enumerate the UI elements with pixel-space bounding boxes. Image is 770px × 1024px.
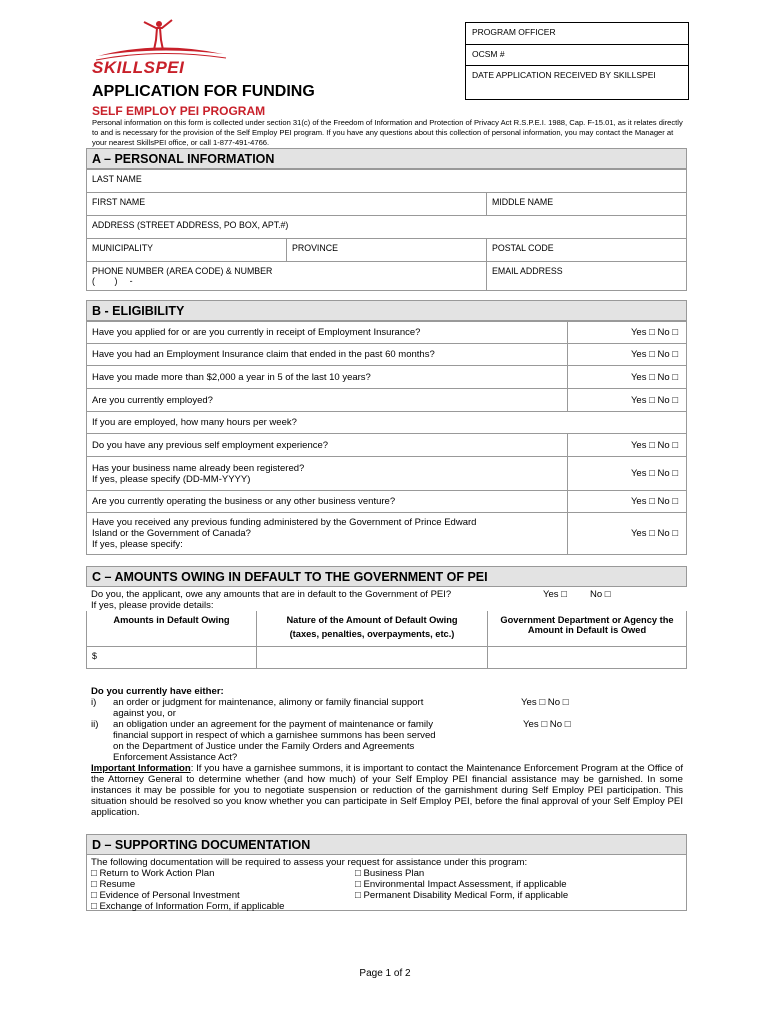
section-a-header: A – PERSONAL INFORMATION <box>86 148 687 169</box>
documentation-intro: The following documentation will be required to assess your request for assistance under this program: <box>91 857 528 868</box>
phone-format: ( ) - <box>92 276 133 286</box>
item-i-number: i) <box>91 697 97 708</box>
q1-yes-no[interactable]: Yes □ No □ <box>568 322 687 344</box>
col-nature-header <box>257 611 488 646</box>
eligibility-q8: Are you currently operating the business or any other business venture? <box>87 491 568 513</box>
item-ii-line1: an obligation under an agreement for the payment of maintenance or family <box>113 719 433 730</box>
eligibility-q3: Have you made more than $2,000 a year in 5 of the last 10 years? <box>87 366 568 389</box>
doc-item[interactable]: □ Environmental Impact Assessment, if applicable <box>355 879 567 890</box>
default-no[interactable]: No □ <box>590 589 611 600</box>
item-i-text <box>113 697 503 719</box>
doc-item[interactable]: □ Evidence of Personal Investment <box>91 890 240 901</box>
col-nature-line2: (taxes, penalties, overpayments, etc.) <box>289 629 455 639</box>
col-amounts-header: Amounts in Default Owing <box>87 611 257 646</box>
personal-info-table <box>86 169 687 291</box>
documentation-right-list <box>355 868 568 901</box>
q2-yes-no[interactable]: Yes □ No □ <box>568 344 687 366</box>
section-d-header: D – SUPPORTING DOCUMENTATION <box>86 834 687 855</box>
item-ii-line4: Enforcement Assistance Act? <box>113 752 238 763</box>
section-c-header: C – AMOUNTS OWING IN DEFAULT TO THE GOVERNMENT OF PEI <box>86 566 687 587</box>
q9-line3: If yes, please specify: <box>92 539 183 550</box>
postal-code-field[interactable]: POSTAL CODE <box>487 239 687 262</box>
default-amounts-table <box>86 611 687 669</box>
middle-name-field[interactable]: MIDDLE NAME <box>487 193 687 216</box>
ocsm-field[interactable]: OCSM # <box>466 44 688 65</box>
province-field[interactable]: PROVINCE <box>287 239 487 262</box>
q9-yes-no[interactable]: Yes □ No □ <box>568 513 687 555</box>
q7-line1: Has your business name already been registered? <box>92 462 305 474</box>
doc-item[interactable]: □ Exchange of Information Form, if applicable <box>91 901 285 912</box>
either-question: Do you currently have either: <box>91 686 224 697</box>
section-b-header: B - ELIGIBILITY <box>86 300 687 321</box>
address-field[interactable]: ADDRESS (STREET ADDRESS, PO BOX, APT.#) <box>87 216 687 239</box>
agency-cell[interactable] <box>488 646 687 668</box>
item-ii-number: ii) <box>91 719 99 730</box>
documentation-left-list <box>91 868 285 912</box>
office-use-box <box>465 22 689 100</box>
first-name-field[interactable]: FIRST NAME <box>87 193 487 216</box>
q3-yes-no[interactable]: Yes □ No □ <box>568 366 687 389</box>
item-ii-text <box>113 719 513 763</box>
q8-yes-no[interactable]: Yes □ No □ <box>568 491 687 513</box>
eligibility-q2: Have you had an Employment Insurance claim that ended in the past 60 months? <box>87 344 568 366</box>
municipality-field[interactable]: MUNICIPALITY <box>87 239 287 262</box>
default-yes[interactable]: Yes □ <box>543 589 567 600</box>
q4-yes-no[interactable]: Yes □ No □ <box>568 389 687 412</box>
col-agency-header: Government Department or Agency the Amount in Default is Owed <box>488 611 687 646</box>
eligibility-q5[interactable]: If you are employed, how many hours per week? <box>87 412 687 434</box>
eligibility-q4: Are you currently employed? <box>87 389 568 412</box>
eligibility-q7 <box>87 457 568 491</box>
item-i-yes-no[interactable]: Yes □ No □ <box>521 697 569 708</box>
q7-line2: If yes, please specify (DD-MM-YYYY) <box>92 473 251 485</box>
eligibility-table <box>86 321 687 555</box>
doc-item[interactable]: □ Return to Work Action Plan <box>91 868 215 879</box>
eligibility-q1: Have you applied for or are you currently in receipt of Employment Insurance? <box>87 322 568 344</box>
item-ii-yes-no[interactable]: Yes □ No □ <box>523 719 571 730</box>
eligibility-q9 <box>87 513 568 555</box>
col-nature-line1: Nature of the Amount of Default Owing <box>286 615 458 625</box>
doc-item[interactable]: □ Business Plan <box>355 868 425 879</box>
logo-text: SKILLSPEI <box>92 58 185 77</box>
item-i-line1: an order or judgment for maintenance, alimony or family financial support <box>113 697 424 708</box>
q6-yes-no[interactable]: Yes □ No □ <box>568 434 687 457</box>
program-officer-field[interactable]: PROGRAM OFFICER <box>472 27 556 37</box>
doc-item[interactable]: □ Resume <box>91 879 136 890</box>
important-info-paragraph <box>91 763 683 818</box>
doc-item[interactable]: □ Permanent Disability Medical Form, if applicable <box>355 890 569 901</box>
phone-label: PHONE NUMBER (AREA CODE) & NUMBER <box>92 266 273 276</box>
amount-cell[interactable]: $ <box>87 646 257 668</box>
important-info-label: Important Information <box>91 763 191 774</box>
phone-field[interactable] <box>87 262 487 291</box>
page-title: APPLICATION FOR FUNDING <box>92 83 315 100</box>
logo-figure-icon <box>88 18 228 63</box>
q9-line2: Island or the Government of Canada? <box>92 528 251 539</box>
q7-yes-no[interactable]: Yes □ No □ <box>568 457 687 491</box>
q9-line1: Have you received any previous funding administered by the Government of Prince Edward <box>92 517 477 528</box>
item-ii-line3: on the Department of Justice under the Family Orders and Agreements <box>113 741 415 752</box>
email-field[interactable]: EMAIL ADDRESS <box>487 262 687 291</box>
eligibility-q6: Do you have any previous self employment experience? <box>87 434 568 457</box>
page-number: Page 1 of 2 <box>359 968 411 979</box>
nature-cell[interactable] <box>257 646 488 668</box>
privacy-notice: Personal information on this form is collected under section 31(c) of the Freedom of Information and Protection of Privacy Act R.S.P.E.I. 1988, Cap. F-15.01, as it relates directly to and is necessary for the provision of the Self Employ PEI program. If you have any questions about this collection of personal information, you may contact the Manager at your nearest SkillsPEI office, or call 1-877-491-4766. <box>92 118 683 147</box>
item-i-line2: against you, or <box>113 708 176 719</box>
date-received-field[interactable]: DATE APPLICATION RECEIVED BY SKILLSPEI <box>466 65 688 99</box>
important-info-text: : If you have a garnishee summons, it is important to contact the Maintenance Enforcement Program at the Office of the Attorney General to determine whether (and how much) of your Self Employ PEI financial assistance may be garnished. In some instances it may be possible for you to negotiate suspension or reduction of the garnishment during Self Employ PEI participation. This situation should be resolved so you know whether you can participate in Self Employ PEI, before the final approval of your Self Employ PEI application. <box>91 763 683 818</box>
skillspei-logo <box>88 18 228 78</box>
default-question: Do you, the applicant, owe any amounts that are in default to the Government of PEI? <box>91 589 452 600</box>
item-ii-line2: financial support in respect of which a garnishee summons has been served <box>113 730 436 741</box>
default-details-prompt: If yes, please provide details: <box>91 600 214 611</box>
last-name-field[interactable]: LAST NAME <box>87 170 687 193</box>
program-subtitle: SELF EMPLOY PEI PROGRAM <box>92 104 266 118</box>
